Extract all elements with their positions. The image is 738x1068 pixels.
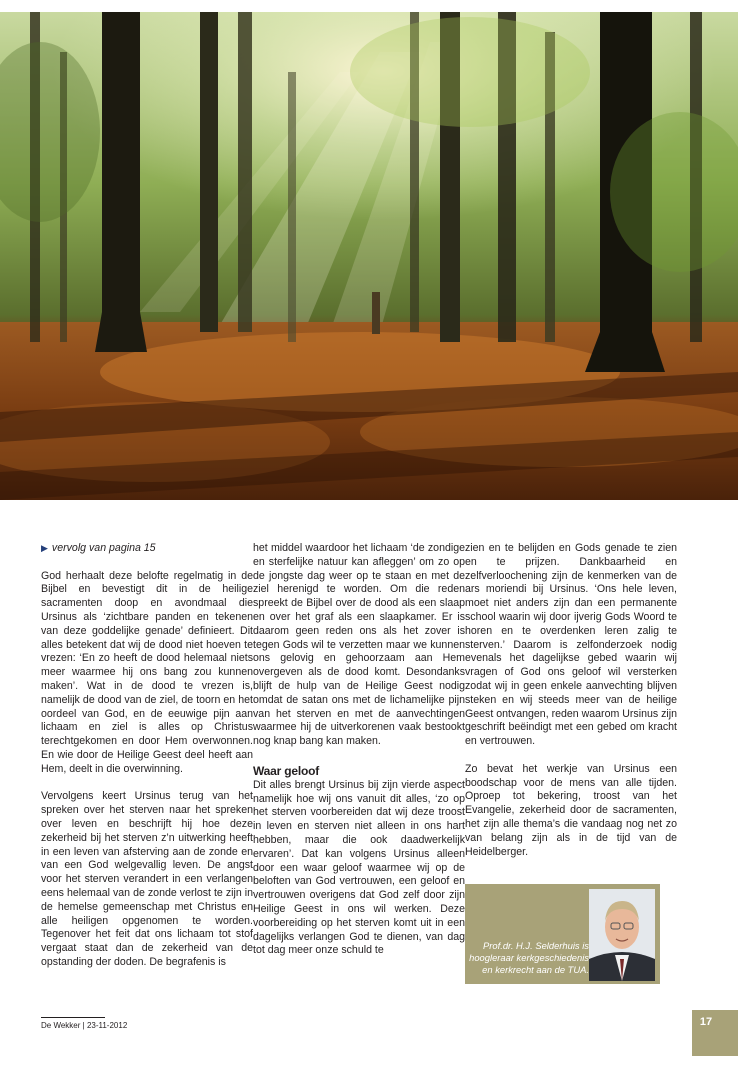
paragraph: het middel waardoor het lichaam ‘de zondige en sterfelijke natuur kan afleggen’ om zo op de jongste dag weer op te staan en met de ziel herenigd te worden. Om die reden spreekt de Bijbel over de dood als een slaap en over het graf als een slaapkamer. Er is daarom geen reden ons als het zover is tegen Gods wil te verzetten maar we kunnen ons gelovig en gehoorzaam aan Hem overgeven als de dood komt. Desondanks blijft de hulp van de Heilige Geest nodig omdat de satan ons met de lichamelijke pijn van het sterven en met de aanvechtingen waarmee hij de uitverkorenen vaak bestookt nog knap bang kan maken. (253, 542, 465, 748)
forest-photo (0, 12, 738, 500)
page-number: 17 (699, 1016, 713, 1028)
column-1 (41, 542, 253, 984)
paragraph: God herhaalt deze belofte regelmatig in de Bijbel en bevestigt dit in de heilige sacramenten doop en avondmaal die Ursinus als ‘zichtbare panden en tekenen van deze goddelijke genade’ definieert. Dit alles betekent dat wij de dood niet hoeven te vrezen: ‘En zo heeft de dood helemaal niets meer waarmee hij ons bang zou kunnen maken’. Wat in de dood te vrezen is, namelijk de dood van de ziel, de toorn en het oordeel van God, en de eeuwige pijn aan lichaam en ziel is alles op Christus terechtgekomen en door Hem overwonnen. En wie door de Heilige Geest deel heeft aan Hem, deelt in die overwinning. (41, 569, 253, 775)
triangle-arrow-icon: ▶ (41, 543, 48, 553)
column-2 (253, 542, 465, 972)
footer-publication: De Wekker | 23-11-2012 (41, 1021, 128, 1030)
paragraph: Vervolgens keert Ursinus terug van het spreken over het sterven naar het spreken over leven en beschrijft hij hoe deze zekerheid bij het sterven z’n uitwerking heeft in een leven van afsterving aan de zonde en van een God welgevallig leven. De angst voor het sterven verandert in een verlangen eens helemaal van de zonde verlost te zijn in de hemelse gemeenschap met Christus en alle heiligen opgenomen te worden. Tegenover het feit dat ons lichaam tot stof vergaat staat dan de zekerheid van de opstanding der doden. De begrafenis is (41, 790, 253, 968)
footer-rule (41, 1017, 105, 1018)
author-portrait (589, 889, 655, 981)
author-box (465, 884, 660, 984)
section-heading: Waar geloof (253, 763, 320, 778)
paragraph: Zo bevat het werkje van Ursinus een boodschap voor de mens van alle tijden. Oproep tot bekering, troost van het Evangelie, zekerheid door de sacramenten, het zijn alle thema’s die vandaag nog net zo van belang zijn als in de tijd van de Heidelberger. (465, 762, 677, 858)
paragraph: zien en te belijden en Gods genade te zien en te prijzen. Dankbaarheid en zelfverloochening zijn de kenmerken van de ars moriendi bij Ursinus. ‘Ons hele leven, moet niet anders zijn dan een permanente school waarin wij door ijverig Gods Woord te horen en te overdenken leren zalig te sterven.’ Daarom is zelfonderzoek nodig evenals het dagelijkse gebed waarin wij vragen of God ons geloof wil versterken zodat wij in geen enkele aanvechting blijven steken en wij steeds meer van de heilige Geest ontvangen, reden waarom Ursinus zijn geschrift beëindigt met een gebed om kracht en vertrouwen. (465, 542, 677, 748)
forest-sunbeams-image (0, 12, 738, 500)
paragraph: Dit alles brengt Ursinus bij zijn vierde aspect namelijk hoe wij ons vanuit dit alles, ‘zo op het sterven voorbereiden dat wij deze troost in leven en sterven niet alleen in ons hart hebben, maar die ook daadwerkelijk ervaren’. Dat kan volgens Ursinus alleen door een waar geloof waarmee wij op de beloften van God vertrouwen, een geloof en vertrouwen overigens dat God zelf door zijn Heilige Geest in ons wil werken. Deze voorbereiding op het sterven komt uit in een dagelijks verlangen God te dienen, van dag tot dag meer onze schuld te (253, 778, 465, 957)
author-caption: Prof.dr. H.J. Selderhuis is hoogleraar kerkgeschiedenis en kerkrecht aan de TUA. (469, 940, 589, 975)
continued-note: ▶ vervolg van pagina 15 (41, 542, 156, 554)
page-number-box (692, 1010, 738, 1056)
column-3 (465, 542, 677, 873)
